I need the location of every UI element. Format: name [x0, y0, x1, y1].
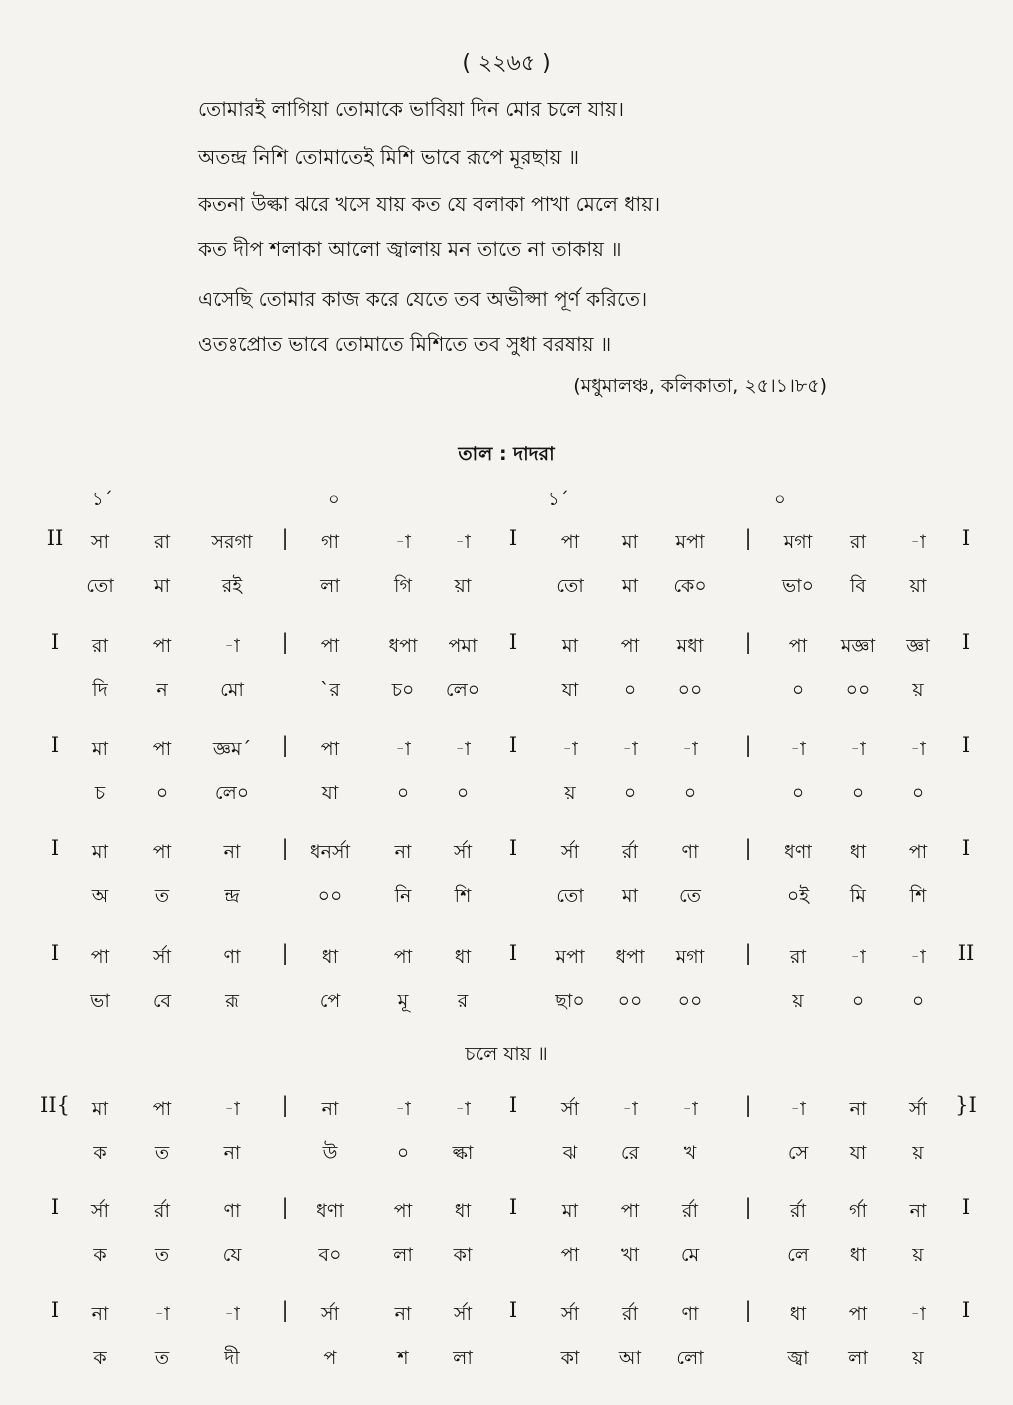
swara-note: পা [560, 531, 580, 553]
swara-note: পা [320, 635, 340, 657]
lyric-syllable: শি [454, 885, 472, 907]
lyric-syllable: ০ [396, 1142, 410, 1164]
swara-note: -া [910, 738, 926, 760]
lyric-syllable: লো [676, 1347, 704, 1369]
lyric-syllable: মা [621, 885, 639, 907]
swara-note: না [909, 1200, 927, 1222]
lyric-syllable: `র [320, 679, 340, 701]
lyric-syllable: যা [321, 782, 339, 804]
lyric-syllable: শ [397, 1347, 409, 1369]
bar-line: I [961, 630, 971, 654]
lyric-syllable: পে [319, 990, 341, 1012]
swara-note: মগা [783, 531, 813, 553]
swara-note: -া [682, 1098, 698, 1120]
lyric-syllable: য় [912, 1244, 924, 1266]
lyric-line: তোমারই লাগিয়া তোমাকে ভাবিয়া দিন মোর চলে যায়। [198, 97, 625, 121]
swara-note: পা [320, 738, 340, 760]
lyric-line: এসেছি তোমার কাজ করে যেতে তব অভীপ্সা পূর্ণ করিতে। [198, 287, 648, 311]
lyric-syllable: য় [792, 990, 804, 1012]
lyric-syllable: খা [621, 1244, 639, 1266]
lyric-syllable: ০০ [617, 990, 643, 1012]
lyric-syllable: তো [556, 575, 584, 597]
swara-note: রা [850, 531, 866, 553]
swara-note: -া [682, 738, 698, 760]
lyric-syllable: কা [453, 1244, 473, 1266]
bar-line: I [508, 1298, 518, 1322]
lyric-syllable: ছা০ [555, 990, 585, 1012]
lyric-syllable: লা [848, 1347, 868, 1369]
bar-line: I [508, 526, 518, 550]
bar-line: I [508, 630, 518, 654]
lyric-line: ওতঃপ্রোত ভাবে তোমাতে মিশিতে তব সুধা বরষায় ॥ [198, 332, 612, 356]
lyric-syllable: ০ [623, 782, 637, 804]
swara-note: র্রা [682, 1200, 698, 1222]
lyric-syllable: যে [222, 1244, 242, 1266]
lyric-line: কতনা উল্কা ঝরে খসে যায় কত যে বলাকা পাখা মেলে ধায়। [198, 192, 661, 216]
swara-note: ণা [681, 841, 699, 863]
bar-line: | [281, 941, 289, 965]
lyric-syllable: ত [154, 1244, 170, 1266]
swara-note: -া [850, 946, 866, 968]
lyric-syllable: ঝ [562, 1142, 578, 1164]
swara-note: মপা [675, 531, 705, 553]
lyric-syllable: ০ [623, 679, 637, 701]
swara-note: সরগা [211, 531, 253, 553]
lyric-syllable: শি [909, 885, 927, 907]
swara-note: মা [561, 1200, 579, 1222]
swara-note: ধা [454, 1200, 472, 1222]
lyric-syllable: ০ [851, 782, 865, 804]
lyric-syllable: মো [220, 679, 244, 701]
lyric-syllable: উ [322, 1142, 338, 1164]
bar-line: | [281, 1195, 289, 1219]
lyric-syllable: ন [156, 679, 168, 701]
swara-note: মপা [555, 946, 585, 968]
lyric-syllable: ত [154, 885, 170, 907]
swara-note: র্সা [560, 841, 580, 863]
lyric-syllable: ক [93, 1244, 107, 1266]
bar-line: I [508, 941, 518, 965]
lyric-syllable: য় [912, 1347, 924, 1369]
swara-note: র্রা [154, 1200, 170, 1222]
bar-line: I [50, 1298, 60, 1322]
lyric-syllable: য়া [454, 575, 472, 597]
lyric-syllable: তো [556, 885, 584, 907]
swara-note: -া [562, 738, 578, 760]
swara-note: মা [91, 738, 109, 760]
swara-note: র্রা [622, 841, 638, 863]
swara-note: না [223, 841, 241, 863]
swara-note: না [91, 1303, 109, 1325]
swara-note: পা [620, 1200, 640, 1222]
bar-line: | [744, 1093, 752, 1117]
lyric-syllable: য় [912, 679, 924, 701]
time-mark: ০ [774, 489, 786, 510]
bar-line: | [281, 526, 289, 550]
swara-note: পা [908, 841, 928, 863]
swara-note: ধা [321, 946, 339, 968]
bar-line: I [961, 836, 971, 860]
lyric-syllable: রে [620, 1142, 640, 1164]
swara-note: র্সা [152, 946, 172, 968]
swara-note: ধপা [615, 946, 645, 968]
swara-note: ধণা [784, 841, 812, 863]
swara-note: ণা [223, 946, 241, 968]
bar-line: I [508, 733, 518, 757]
swara-note: মা [561, 635, 579, 657]
bar-line: I [508, 1093, 518, 1117]
lyric-syllable: র [457, 990, 469, 1012]
bar-line: | [744, 733, 752, 757]
swara-note: -া [455, 1098, 471, 1120]
lyric-syllable: ন্দ্র [224, 885, 240, 907]
lyric-syllable: গি [394, 575, 412, 597]
swara-note: র্সা [453, 841, 473, 863]
bar-line: | [744, 630, 752, 654]
lyric-syllable: অ [91, 885, 109, 907]
bar-line: I [508, 1195, 518, 1219]
lyric-syllable: ক [93, 1347, 107, 1369]
swara-note: -া [154, 1303, 170, 1325]
swara-note: সা [90, 531, 110, 553]
lyric-syllable: য় [564, 782, 576, 804]
lyric-syllable: রই [221, 575, 243, 597]
taal-heading: তাল : দাদরা [458, 443, 555, 465]
bar-line: | [281, 1298, 289, 1322]
swara-note: ধপা [388, 635, 418, 657]
time-mark: ০ [328, 489, 340, 510]
lyric-syllable: যা [561, 679, 579, 701]
swara-note: -া [395, 531, 411, 553]
lyric-syllable: মা [153, 575, 171, 597]
swara-note: মজ্ঞা [840, 635, 876, 657]
time-mark: ১´ [92, 489, 113, 510]
continuation-text: চলে যায় ॥ [465, 1043, 548, 1065]
lyric-syllable: জ্বা [787, 1347, 809, 1369]
swara-note: রা [790, 946, 806, 968]
lyric-syllable: মা [621, 575, 639, 597]
lyric-syllable: তো [86, 575, 114, 597]
bar-line: II [957, 941, 975, 965]
page-number: ( ২২৬৫ ) [462, 51, 551, 76]
lyric-line: কত দীপ শলাকা আলো জ্বালায় মন তাতে না তাকায় ॥ [198, 237, 622, 261]
bar-line: II{ [40, 1093, 70, 1117]
lyric-syllable: ভা [90, 990, 110, 1012]
lyric-syllable: ০ [911, 782, 925, 804]
swara-note: র্সা [560, 1303, 580, 1325]
lyric-syllable: ত [154, 1142, 170, 1164]
lyric-syllable: ০ই [786, 885, 810, 907]
swara-note: -া [622, 738, 638, 760]
swara-note: -া [910, 946, 926, 968]
bar-line: I [50, 630, 60, 654]
bar-line: | [744, 941, 752, 965]
lyric-syllable: খ [683, 1142, 697, 1164]
swara-note: রা [92, 635, 108, 657]
lyric-syllable: রূ [225, 990, 239, 1012]
bar-line: I [50, 733, 60, 757]
lyric-syllable: লা [393, 1244, 413, 1266]
swara-note: র্সা [560, 1098, 580, 1120]
bar-line: I [50, 1195, 60, 1219]
bar-line: I [50, 836, 60, 860]
lyric-syllable: চ০ [391, 679, 415, 701]
swara-note: পা [152, 841, 172, 863]
bar-line: | [281, 630, 289, 654]
lyric-syllable: ০ [851, 990, 865, 1012]
swara-note: র্গা [849, 1200, 867, 1222]
lyric-line: অতন্দ্র নিশি তোমাতেই মিশি ভাবে রূপে মূরছায় ॥ [198, 145, 580, 169]
lyric-syllable: ভা০ [781, 575, 815, 597]
lyric-syllable: য় [912, 1142, 924, 1164]
swara-note: না [321, 1098, 339, 1120]
swara-note: পমা [448, 635, 478, 657]
swara-note: না [394, 841, 412, 863]
lyric-syllable: ধা [849, 1244, 867, 1266]
swara-note: পা [393, 1200, 413, 1222]
lyric-syllable: ০ [791, 679, 805, 701]
lyric-syllable: কে০ [673, 575, 707, 597]
lyric-syllable: লে০ [214, 782, 250, 804]
lyric-syllable: প [323, 1347, 337, 1369]
lyric-syllable: চ [94, 782, 106, 804]
lyric-syllable: যা [849, 1142, 867, 1164]
swara-note: ধা [849, 841, 867, 863]
bar-line: I [961, 1298, 971, 1322]
swara-note: মা [91, 1098, 109, 1120]
swara-note: -া [622, 1098, 638, 1120]
swara-note: মধা [676, 635, 704, 657]
lyric-syllable: ব০ [318, 1244, 342, 1266]
swara-note: র্সা [908, 1098, 928, 1120]
swara-note: -া [224, 635, 240, 657]
lyric-syllable: লে [787, 1244, 809, 1266]
bar-line: II [46, 526, 64, 550]
lyric-syllable: ০ [456, 782, 470, 804]
bar-line: | [281, 1093, 289, 1117]
swara-note: -া [224, 1303, 240, 1325]
time-mark: ১´ [548, 489, 569, 510]
swara-note: না [394, 1303, 412, 1325]
swara-note: পা [620, 635, 640, 657]
bar-line: }I [955, 1093, 977, 1117]
swara-note: -া [455, 738, 471, 760]
source-citation: (মধুমালঞ্চ, কলিকাতা, ২৫।১।৮৫) [573, 375, 827, 397]
swara-note: -া [910, 1303, 926, 1325]
lyric-syllable: ০০ [317, 885, 343, 907]
swara-note: র্সা [453, 1303, 473, 1325]
swara-note: র্রা [790, 1200, 806, 1222]
lyric-syllable: বি [849, 575, 867, 597]
swara-note: মা [621, 531, 639, 553]
swara-note: -া [910, 531, 926, 553]
lyric-syllable: লা [320, 575, 340, 597]
swara-note: পা [788, 635, 808, 657]
lyric-syllable: বে [152, 990, 172, 1012]
swara-note: ধা [454, 946, 472, 968]
swara-note: র্সা [320, 1303, 340, 1325]
lyric-syllable: ০ [683, 782, 697, 804]
bar-line: | [744, 1195, 752, 1219]
swara-note: ণা [681, 1303, 699, 1325]
swara-note: -া [850, 738, 866, 760]
swara-note: জ্ঞা [906, 635, 930, 657]
swara-note: -া [790, 738, 806, 760]
swara-note: পা [90, 946, 110, 968]
swara-note: -া [455, 531, 471, 553]
lyric-syllable: তে [679, 885, 701, 907]
lyric-syllable: দি [92, 679, 108, 701]
bar-line: | [744, 1298, 752, 1322]
lyric-syllable: য়া [909, 575, 927, 597]
lyric-syllable: কা [560, 1347, 580, 1369]
swara-note: -া [790, 1098, 806, 1120]
swara-note: না [849, 1098, 867, 1120]
lyric-syllable: ০০ [677, 990, 703, 1012]
bar-line: | [281, 836, 289, 860]
lyric-syllable: লে০ [445, 679, 481, 701]
swara-note: মা [91, 841, 109, 863]
lyric-syllable: ০ [396, 782, 410, 804]
lyric-syllable: ক [93, 1142, 107, 1164]
swara-note: র্সা [90, 1200, 110, 1222]
swara-note: ধনর্সা [309, 841, 351, 863]
swara-note: পা [152, 635, 172, 657]
lyric-syllable: মে [680, 1244, 700, 1266]
lyric-syllable: পা [560, 1244, 580, 1266]
lyric-syllable: ০ [791, 782, 805, 804]
lyric-syllable: ০ [155, 782, 169, 804]
swara-note: পা [848, 1303, 868, 1325]
lyric-syllable: ০ [911, 990, 925, 1012]
lyric-syllable: সে [787, 1142, 809, 1164]
swara-note: ণা [223, 1200, 241, 1222]
lyric-syllable: ০০ [845, 679, 871, 701]
bar-line: | [744, 526, 752, 550]
swara-note: পা [152, 1098, 172, 1120]
bar-line: I [961, 526, 971, 550]
lyric-syllable: লা [453, 1347, 473, 1369]
lyric-syllable: আ [618, 1347, 642, 1369]
swara-note: পা [152, 738, 172, 760]
swara-note: -া [224, 1098, 240, 1120]
swara-note: জ্ঞম´ [212, 738, 252, 760]
lyric-syllable: নি [394, 885, 412, 907]
swara-note: -া [395, 1098, 411, 1120]
swara-note: মগা [675, 946, 705, 968]
bar-line: I [961, 1195, 971, 1219]
bar-line: | [744, 836, 752, 860]
bar-line: I [508, 836, 518, 860]
swara-note: ধা [789, 1303, 807, 1325]
lyric-syllable: ০০ [677, 679, 703, 701]
lyric-syllable: না [223, 1142, 241, 1164]
bar-line: I [961, 733, 971, 757]
lyric-syllable: ল্কা [452, 1142, 474, 1164]
lyric-syllable: ত [154, 1347, 170, 1369]
lyric-syllable: মি [850, 885, 866, 907]
swara-note: রা [154, 531, 170, 553]
swara-note: পা [393, 946, 413, 968]
swara-note: ধণা [316, 1200, 344, 1222]
bar-line: | [281, 733, 289, 757]
bar-line: I [50, 941, 60, 965]
lyric-syllable: দী [224, 1347, 240, 1369]
lyric-syllable: মূ [397, 990, 409, 1012]
swara-note: গা [321, 531, 339, 553]
swara-note: র্রা [622, 1303, 638, 1325]
swara-note: -া [395, 738, 411, 760]
